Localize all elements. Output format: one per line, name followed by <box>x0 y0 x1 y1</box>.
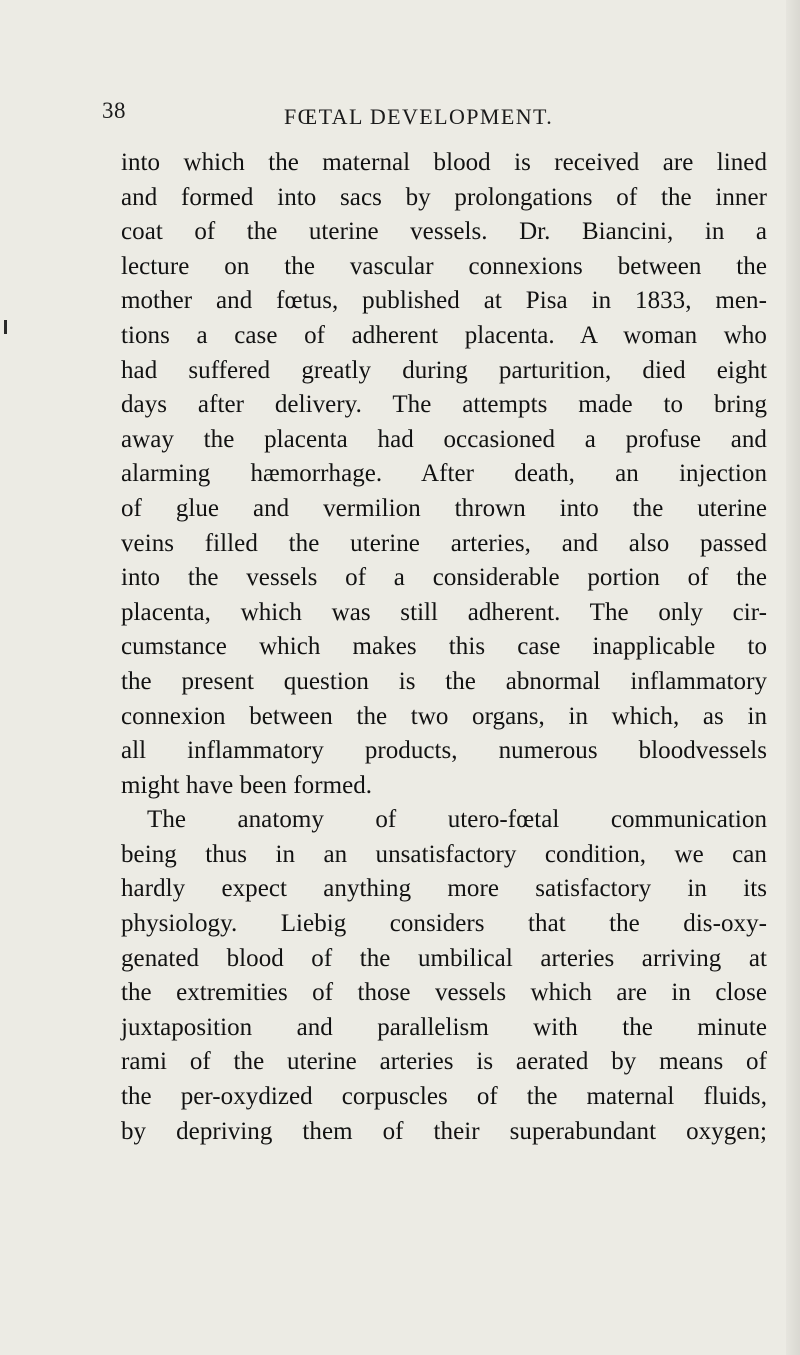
text-line: the present question is the abnormal inflammatory <box>121 667 767 695</box>
body-text <box>121 146 767 1149</box>
text-line: all inflammatory products, numerous bloodvessels <box>121 737 767 765</box>
text-line: being thus in an unsatisfactory condition, we can <box>121 840 767 868</box>
text-line: away the placenta had occasioned a profuse and <box>121 425 767 453</box>
text-line: into which the maternal blood is received are lined <box>121 149 767 176</box>
paragraph-start-line: The anatomy of utero-fœtal communication <box>147 806 767 834</box>
text-line: tions a case of adherent placenta. A woman who <box>121 321 767 349</box>
text-line: by depriving them of their superabundant oxygen; <box>121 1117 767 1145</box>
text-line: of glue and vermilion thrown into the uterine <box>121 494 767 522</box>
page-edge-shadow <box>786 0 800 1355</box>
text-line: hardly expect anything more satisfactory in its <box>121 875 767 903</box>
text-line: juxtaposition and parallelism with the minute <box>121 1013 767 1041</box>
text-line: and formed into sacs by prolongations of the inner <box>121 183 767 211</box>
margin-mark <box>4 320 7 334</box>
text-line: coat of the uterine vessels. Dr. Biancini, in a <box>121 218 767 246</box>
text-line: mother and fœtus, published at Pisa in 1833, men- <box>121 287 767 315</box>
text-line: the extremities of those vessels which are in close <box>121 979 767 1007</box>
text-line: days after delivery. The attempts made to bring <box>121 391 767 419</box>
text-line: placenta, which was still adherent. The only cir- <box>121 598 767 626</box>
text-line: into the vessels of a considerable portion of the <box>121 564 767 592</box>
text-line: genated blood of the umbilical arteries arriving at <box>121 944 767 972</box>
text-line: cumstance which makes this case inapplicable to <box>121 633 767 661</box>
page-number: 38 <box>102 98 126 123</box>
text-line: lecture on the vascular connexions between the <box>121 252 767 280</box>
text-line: connexion between the two organs, in which, as in <box>121 702 767 730</box>
text-line: rami of the uterine arteries is aerated by means of <box>121 1048 767 1076</box>
text-line: veins filled the uterine arteries, and also passed <box>121 529 767 557</box>
text-line: alarming hæmorrhage. After death, an injection <box>121 460 767 488</box>
running-head: FŒTAL DEVELOPMENT. <box>284 104 554 129</box>
paragraph-end-line: might have been formed. <box>121 771 373 799</box>
text-line: had suffered greatly during parturition, died eight <box>121 356 767 384</box>
text-line: physiology. Liebig considers that the dis-oxy- <box>121 910 767 938</box>
text-line: the per-oxydized corpuscles of the maternal fluids, <box>121 1083 767 1111</box>
